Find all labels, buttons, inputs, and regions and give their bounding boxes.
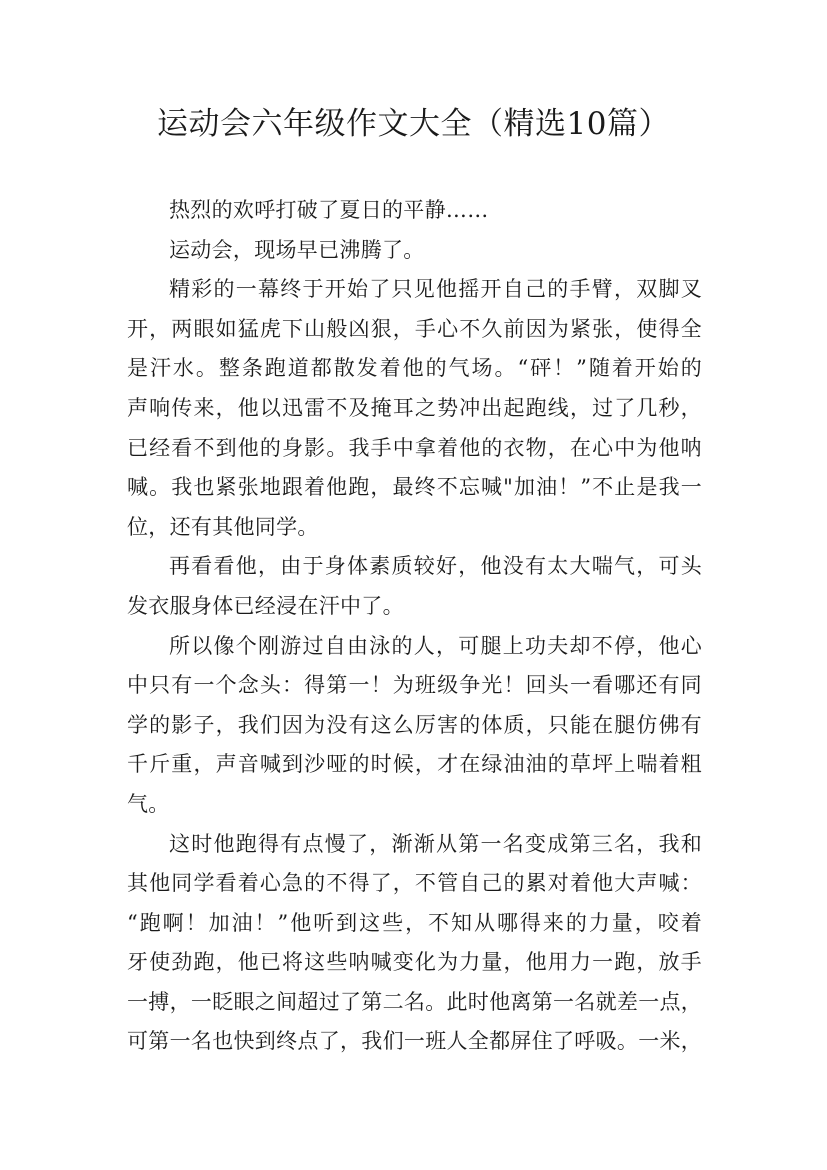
paragraph-line: 气。	[127, 791, 170, 816]
paragraph-line: 中只有一个念头：得第一！为班级争光！回头一看哪还有同	[127, 673, 702, 698]
paragraph-line: 是汗水。整条跑道都散发着他的气场。“砰！”随着开始的	[127, 356, 702, 381]
paragraph-line: 一搏，一眨眼之间超过了第二名。此时他离第一名就差一点，	[127, 989, 703, 1014]
paragraph-line: 牙使劲跑，他已将这些呐喊变化为力量，他用力一跑，放手	[127, 950, 702, 975]
document-title: 运动会六年级作文大全（精选10篇）	[157, 106, 670, 142]
paragraph-line: 可第一名也快到终点了，我们一班人全都屏住了呼吸。一米，	[127, 1029, 703, 1054]
paragraph-line: 声响传来，他以迅雷不及掩耳之势冲出起跑线，过了几秒，	[127, 395, 702, 420]
paragraph-line: 开，两眼如猛虎下山般凶狠，手心不久前因为紧张，使得全	[127, 316, 702, 341]
document-body	[127, 191, 702, 1062]
paragraph-line: 喊。我也紧张地跟着他跑，最终不忘喊"加油！”不止是我一	[127, 475, 702, 500]
paragraph-line: 再看看他，由于身体素质较好，他没有太大喘气，可头	[169, 554, 702, 579]
paragraph-line: 热烈的欢呼打破了夏日的平静……	[169, 198, 489, 222]
paragraph-line: 这时他跑得有点慢了，渐渐从第一名变成第三名，我和	[169, 831, 702, 856]
paragraph-line: “跑啊！加油！”他听到这些，不知从哪得来的力量，咬着	[127, 910, 702, 935]
paragraph-line: 精彩的一幕终于开始了只见他摇开自己的手臂，双脚叉	[169, 277, 702, 302]
paragraph-line: 发衣服身体已经浸在汗中了。	[127, 593, 404, 618]
paragraph-line: 位，还有其他同学。	[127, 514, 319, 539]
paragraph-line: 其他同学看着心急的不得了，不管自己的累对着他大声喊：	[127, 871, 702, 896]
paragraph-line: 千斤重，声音喊到沙哑的时候，才在绿油油的草坪上喘着粗	[127, 752, 702, 777]
paragraph-line: 已经看不到他的身影。我手中拿着他的衣物，在心中为他呐	[127, 435, 702, 460]
paragraph-line: 运动会，现场早已沸腾了。	[169, 237, 425, 262]
paragraph-line: 所以像个刚游过自由泳的人，可腿上功夫却不停，他心	[169, 633, 702, 658]
paragraph-line: 学的影子，我们因为没有这么厉害的体质，只能在腿仿佛有	[127, 712, 702, 737]
